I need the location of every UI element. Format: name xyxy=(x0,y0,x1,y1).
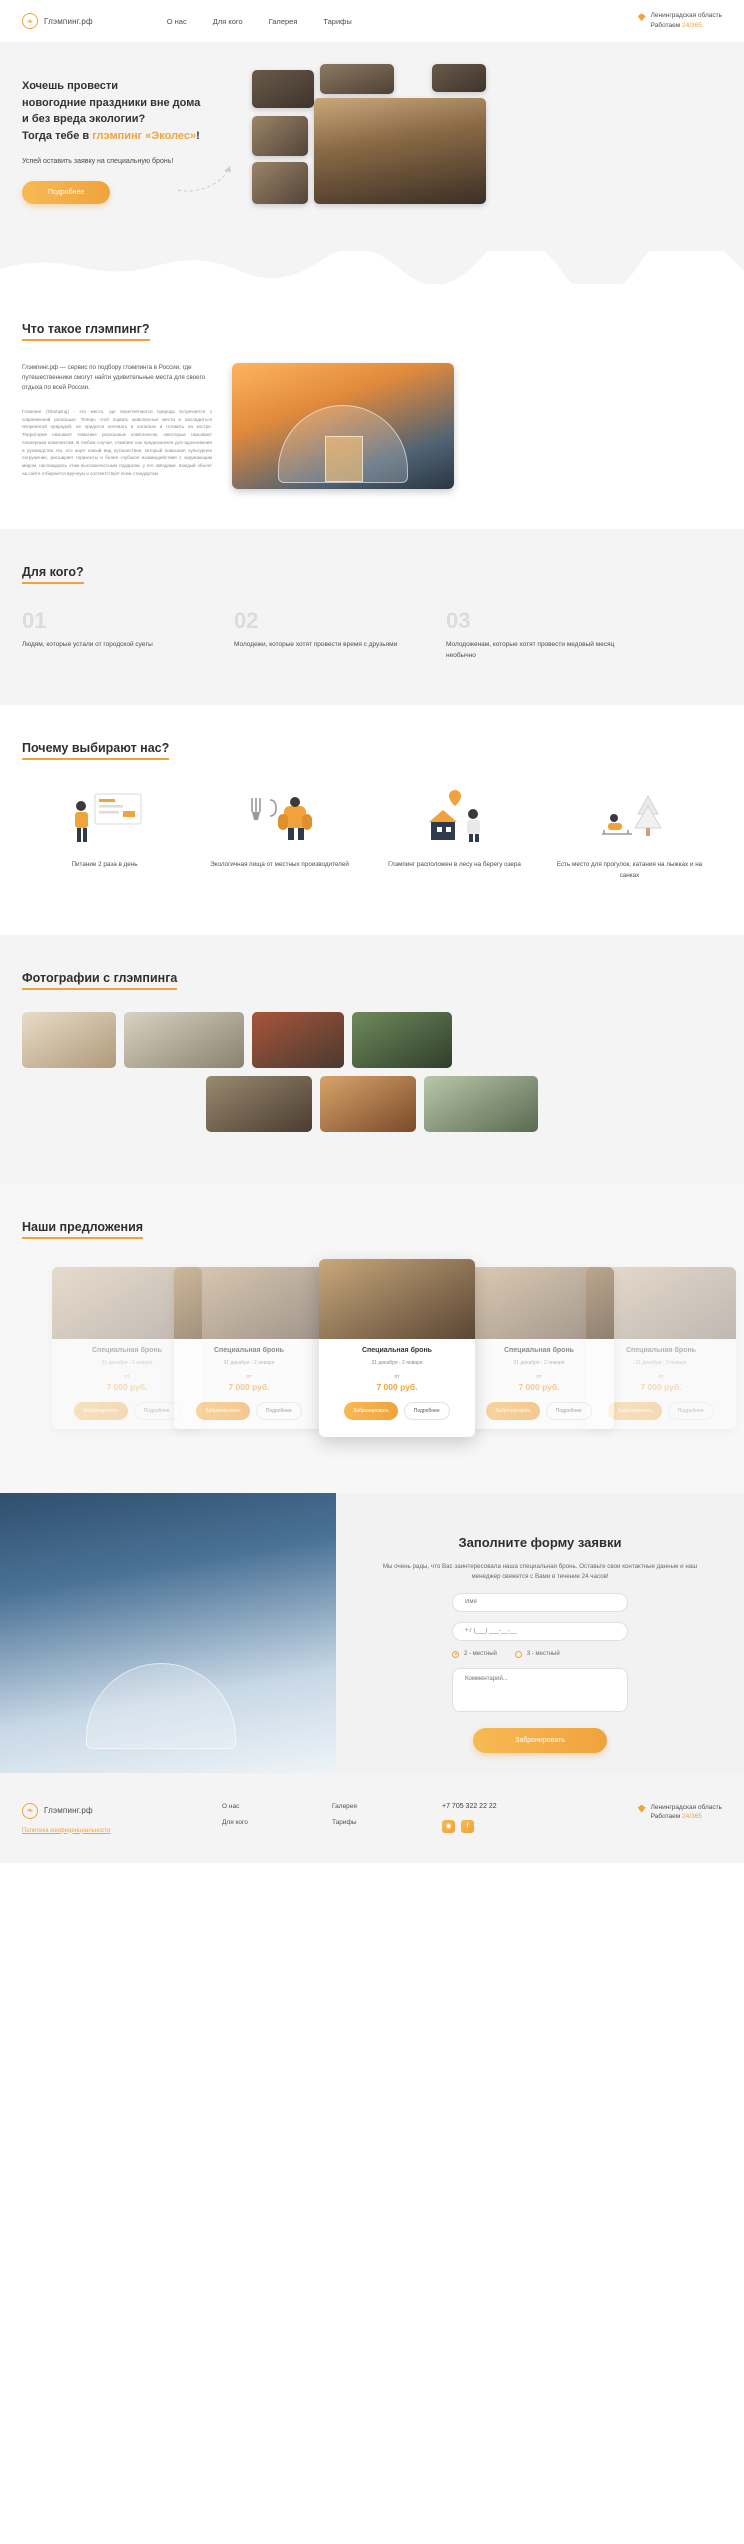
offer-card-date: 31 декабря - 2 января xyxy=(371,1359,423,1366)
forwhom-number-3: 03 xyxy=(446,608,471,633)
offer-details-button[interactable]: Подробнее xyxy=(256,1402,302,1420)
torn-paper-divider xyxy=(0,251,744,284)
why-section-title: Почему выбирают нас? xyxy=(22,741,169,760)
footer-nav-col-2 xyxy=(332,1803,442,1837)
header-work-prefix: Работаем xyxy=(650,22,682,29)
why-item-2 xyxy=(197,786,362,880)
offer-card-left[interactable] xyxy=(174,1267,324,1429)
footer-nav-col-1 xyxy=(222,1803,332,1837)
gallery-photo-1[interactable] xyxy=(22,1012,116,1068)
offer-card-title: Специальная бронь xyxy=(626,1346,696,1354)
footer-work-value: 24/365 xyxy=(682,1813,702,1821)
offer-card-title: Специальная бронь xyxy=(504,1346,574,1354)
forwhom-text-2: Молодежи, которые хотят провести время с друзьями xyxy=(234,641,398,648)
gallery-photo-3[interactable] xyxy=(252,1012,344,1068)
offer-book-button[interactable]: Забронировать xyxy=(608,1402,662,1420)
forwhom-item-2 xyxy=(234,610,424,661)
offer-card-from: от xyxy=(658,1373,664,1380)
armchair-icon xyxy=(240,788,320,848)
forwhom-item-3 xyxy=(446,610,636,661)
hero-title xyxy=(22,78,238,144)
dome-shape xyxy=(278,405,408,483)
forwhom-item-1 xyxy=(22,610,212,661)
person-board-icon xyxy=(65,788,145,848)
offer-card-from: от xyxy=(124,1373,130,1380)
booking-form-section xyxy=(0,1493,744,1773)
footer-phone[interactable]: +7 705 322 22 22 xyxy=(442,1802,497,1810)
why-item-3 xyxy=(372,786,537,880)
why-caption-4: Есть место для прогулок, катания на лыжках и на санках xyxy=(556,861,703,879)
site-footer xyxy=(0,1773,744,1863)
form-title: Заполните форму заявки xyxy=(458,1534,622,1550)
offer-card-price: 7 000 руб. xyxy=(106,1381,148,1392)
offer-card-right[interactable] xyxy=(464,1267,614,1429)
offer-card-image xyxy=(464,1267,614,1339)
offer-book-button[interactable]: Забронировать xyxy=(344,1402,398,1420)
gallery-photo-7[interactable] xyxy=(424,1076,538,1132)
offer-card-active[interactable] xyxy=(319,1259,475,1437)
hero-photo-tent-1 xyxy=(252,70,314,108)
nav-item-tariffs[interactable]: Тарифы xyxy=(323,16,352,26)
name-field[interactable] xyxy=(452,1593,628,1612)
dome-shape xyxy=(86,1663,236,1749)
radio-2-seat[interactable] xyxy=(452,1651,497,1658)
footer-work-prefix: Работаем xyxy=(650,1813,682,1821)
gallery-photo-4[interactable] xyxy=(352,1012,452,1068)
offer-details-button[interactable]: Подробнее xyxy=(404,1402,450,1420)
gallery-photo-5[interactable] xyxy=(206,1076,312,1132)
what-lead-text: Глэмпинг.рф — сервис по подбору глэмпинга в России, где путешественники смогут найти удивительные места для своего отдыха по всей России. xyxy=(22,364,206,392)
forwhom-text-3: Молодоженам, которые хотят провести медовый месяц необычно xyxy=(446,641,615,659)
offer-card-price: 7 000 руб. xyxy=(376,1381,418,1392)
why-choose-us-section xyxy=(0,705,744,934)
map-pin-icon xyxy=(638,1805,646,1813)
offer-card-title: Специальная бронь xyxy=(92,1346,162,1354)
forwhom-number-1: 01 xyxy=(22,608,47,633)
what-section-title: Что такое глэмпинг? xyxy=(22,322,150,341)
footer-location xyxy=(638,1803,722,1837)
hero-photo-side-1 xyxy=(252,116,308,156)
offer-card-title: Специальная бронь xyxy=(214,1346,284,1354)
offers-section-title: Наши предложения xyxy=(22,1220,143,1239)
radio-3-seat-label: 3 - местный xyxy=(526,1651,560,1658)
why-item-1 xyxy=(22,786,187,880)
offer-card-price: 7 000 руб. xyxy=(228,1381,270,1392)
forwhom-text-1: Людям, которые устали от городской суеты xyxy=(22,641,153,648)
nav-item-gallery[interactable]: Галерея xyxy=(268,16,298,26)
offer-details-button[interactable]: Подробнее xyxy=(546,1402,592,1420)
offer-card-date: 31 декабря - 2 января xyxy=(101,1359,153,1366)
what-body-text: Глэмпинг (Glamping) - это место, где переплетаются природа встречается с современной роскошью. Теперь чтоб ощвать живописные места и насладиться непринятой природой, не придется ночевать в палатках и готовить на костре. Территория называет тематике роскошные комплексом, некоторые называют планерным комплектом. В любом случае, глэмпинг как предназначен для вдохновения и руководства тех, кто ищет новый вид путешествия, который повышает культурное погружение, расширяет горизонты и более глубокое взаимодействие с окружающим миром, наслаждаясь этим высококлассным подарком, у его звёздами. Каждый объект на сайте отбирается вручную и соответствует всем стандартам. xyxy=(22,408,212,477)
occupancy-radio-group xyxy=(452,1651,628,1658)
footer-link-forwhom[interactable]: Для кого xyxy=(222,1818,248,1826)
offer-card-image xyxy=(174,1267,324,1339)
curved-arrow-icon xyxy=(176,160,236,194)
offers-section xyxy=(0,1184,744,1493)
offer-card-from: от xyxy=(246,1373,252,1380)
header-location xyxy=(638,11,722,31)
offer-book-button[interactable]: Забронировать xyxy=(196,1402,250,1420)
offer-details-button[interactable]: Подробнее xyxy=(134,1402,180,1420)
offer-card-image xyxy=(319,1259,475,1339)
radio-dot-icon xyxy=(452,1651,459,1658)
offer-card-title: Специальная бронь xyxy=(362,1346,432,1354)
logo[interactable] xyxy=(22,13,93,29)
offers-carousel xyxy=(22,1259,722,1437)
hero-title-line4-post: ! xyxy=(196,129,200,142)
radio-2-seat-label: 2 - местный xyxy=(464,1651,497,1658)
offer-card-date: 31 декабря - 2 января xyxy=(513,1359,565,1366)
main-nav xyxy=(167,17,352,26)
hero-photo-side-2 xyxy=(252,162,308,204)
privacy-policy-link[interactable]: Политика конфиденциальности xyxy=(22,1827,111,1834)
house-pin-icon xyxy=(415,788,495,848)
for-whom-section xyxy=(0,529,744,705)
hero-title-line3: и без вреда экологии? xyxy=(22,113,146,125)
winter-dome-photo xyxy=(0,1493,336,1773)
footer-logo-text: Глэмпинг.рф xyxy=(44,1806,93,1816)
site-header xyxy=(0,0,744,42)
offer-card-from: от xyxy=(394,1373,400,1380)
dome-sunset-photo xyxy=(232,363,454,489)
offer-details-button[interactable]: Подробнее xyxy=(668,1402,714,1420)
offer-book-button[interactable]: Забронировать xyxy=(486,1402,540,1420)
what-is-glamping-section xyxy=(0,284,744,529)
offer-card-price: 7 000 руб. xyxy=(518,1381,560,1392)
form-submit-button[interactable]: Забронировать xyxy=(473,1728,607,1753)
sled-tree-icon xyxy=(590,788,670,848)
radio-dot-icon xyxy=(515,1651,522,1658)
why-caption-1: Питание 2 раза в день xyxy=(71,861,138,869)
forwhom-number-2: 02 xyxy=(234,608,259,633)
forwhom-section-title: Для кого? xyxy=(22,565,84,584)
radio-3-seat[interactable] xyxy=(515,1651,560,1658)
form-description: Мы очень рады, что Вас заинтересовала наша специальная бронь. Оставьте свои контактные данные и наш менеджер свяжется с Вами в течение 24 часов! xyxy=(382,1562,698,1581)
hero-subtitle: Успей оставить заявку на специальную бронь! xyxy=(22,158,174,165)
footer-logo[interactable] xyxy=(22,1803,222,1819)
photo-gallery-section xyxy=(0,935,744,1184)
phone-field[interactable] xyxy=(452,1622,628,1641)
gallery-photo-2[interactable] xyxy=(124,1012,244,1068)
offer-card-date: 31 декабря - 2 января xyxy=(223,1359,275,1366)
hero-title-line1: Хочешь провести xyxy=(22,80,119,92)
map-pin-icon xyxy=(638,13,646,21)
instagram-icon[interactable]: ◉ xyxy=(442,1820,455,1833)
hero-photo-main xyxy=(314,98,486,204)
footer-region: Ленинградская область xyxy=(650,1803,722,1811)
hero-title-line4-pre: Тогда тебе в xyxy=(22,129,93,142)
why-caption-2: Экологичная пища от местных производителей xyxy=(210,861,349,869)
why-item-4 xyxy=(547,786,712,880)
hero-image-collage xyxy=(252,64,486,214)
facebook-icon[interactable]: f xyxy=(461,1820,474,1833)
footer-link-tariffs[interactable]: Тарифы xyxy=(332,1818,357,1826)
comment-field[interactable] xyxy=(452,1668,628,1712)
header-work-value: 24/365 xyxy=(682,22,702,29)
offer-card-from: от xyxy=(536,1373,542,1380)
gallery-row-2 xyxy=(22,1076,722,1132)
offer-book-button[interactable]: Забронировать xyxy=(74,1402,128,1420)
header-region: Ленинградская область xyxy=(650,12,722,20)
photos-section-title: Фотографии с глэмпинга xyxy=(22,971,177,990)
hero-section xyxy=(0,42,744,284)
logo-text: Глэмпинг.рф xyxy=(44,16,93,26)
leaf-icon: ❧ xyxy=(22,1803,38,1819)
footer-link-about[interactable]: О нас xyxy=(222,1802,240,1810)
offer-card-date: 31 декабря - 2 января xyxy=(635,1359,687,1366)
leaf-icon: ❧ xyxy=(22,13,38,29)
hero-cta-button[interactable]: Подробнее xyxy=(22,181,110,204)
hero-photo-tent-2 xyxy=(320,64,394,94)
hero-title-line2: новогодние праздники вне дома xyxy=(22,96,201,109)
footer-link-gallery[interactable]: Галерея xyxy=(332,1802,357,1810)
gallery-row-1 xyxy=(22,1012,722,1068)
nav-item-forwhom[interactable]: Для кого xyxy=(212,16,243,26)
nav-item-about[interactable]: О нас xyxy=(166,16,187,26)
offer-card-price: 7 000 руб. xyxy=(640,1381,682,1392)
gallery-photo-6[interactable] xyxy=(320,1076,416,1132)
hero-title-highlight: глэмпинг «Эколес» xyxy=(92,129,197,142)
hero-photo-tent-3 xyxy=(432,64,486,92)
why-caption-3: Глэмпинг расположен в лесу на берегу озера xyxy=(388,861,521,869)
